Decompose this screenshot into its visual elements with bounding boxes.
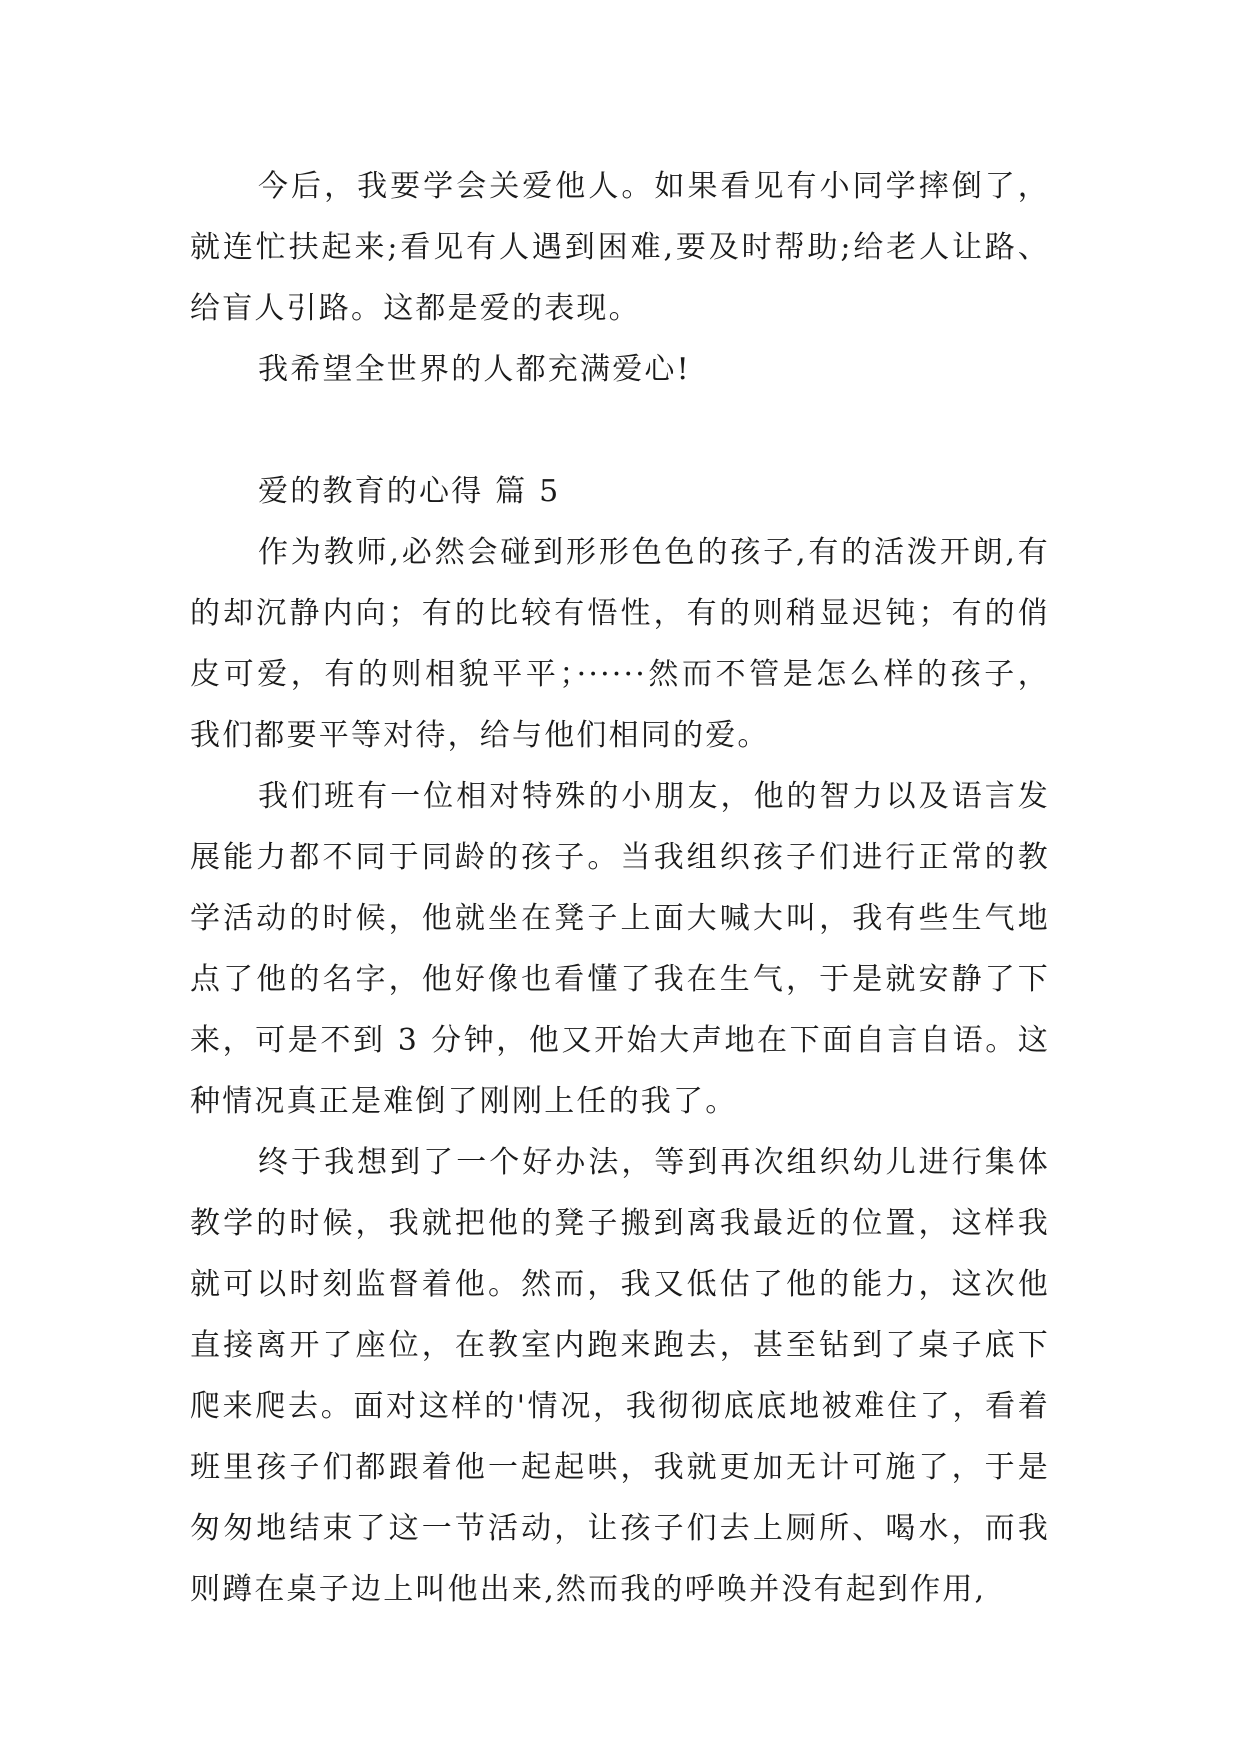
paragraph-solution-attempt: 终于我想到了一个好办法，等到再次组织幼儿进行集体教学的时候，我就把他的凳子搬到离我最近的位置，这样我就可以时刻监督着他。然而，我又低估了他的能力，这次他直接离开了座位，在教室内跑来跑去，甚至钻到了桌子底下爬来爬去。面对这样的'情况，我彻彻底底地被难住了，看着班里孩子们都跟着他一起起哄，我就更加无计可施了，于是匆匆地结束了这一节活动，让孩子们去上厕所、喝水，而我则蹲在桌子边上叫他出来,然而我的呼唤并没有起到作用, <box>190 1145 1050 1607</box>
paragraph-wish: 我希望全世界的人都充满爱心! <box>258 352 691 387</box>
section-heading: 爱的教育的心得 篇 5 <box>258 474 561 509</box>
paragraph-teacher-children: 作为教师,必然会碰到形形色色的孩子,有的活泼开朗,有的却沉静内向；有的比较有悟性，有的则稍显迟钝；有的俏皮可爱，有的则相貌平平；······然而不管是怎么样的孩子，我们都要平等对待，给与他们相同的爱。 <box>190 535 1050 753</box>
paragraph-care-for-others: 今后，我要学会关爱他人。如果看见有小同学摔倒了，就连忙扶起来;看见有人遇到困难,要及时帮助;给老人让路、给盲人引路。这都是爱的表现。 <box>190 169 1050 326</box>
document-body <box>190 156 1050 1620</box>
paragraph-special-child: 我们班有一位相对特殊的小朋友，他的智力以及语言发展能力都不同于同龄的孩子。当我组织孩子们进行正常的教学活动的时候，他就坐在凳子上面大喊大叫，我有些生气地点了他的名字，他好像也看懂了我在生气，于是就安静了下来，可是不到 3 分钟，他又开始大声地在下面自言自语。这种情况真正是难倒了刚刚上任的我了。 <box>190 779 1050 1119</box>
